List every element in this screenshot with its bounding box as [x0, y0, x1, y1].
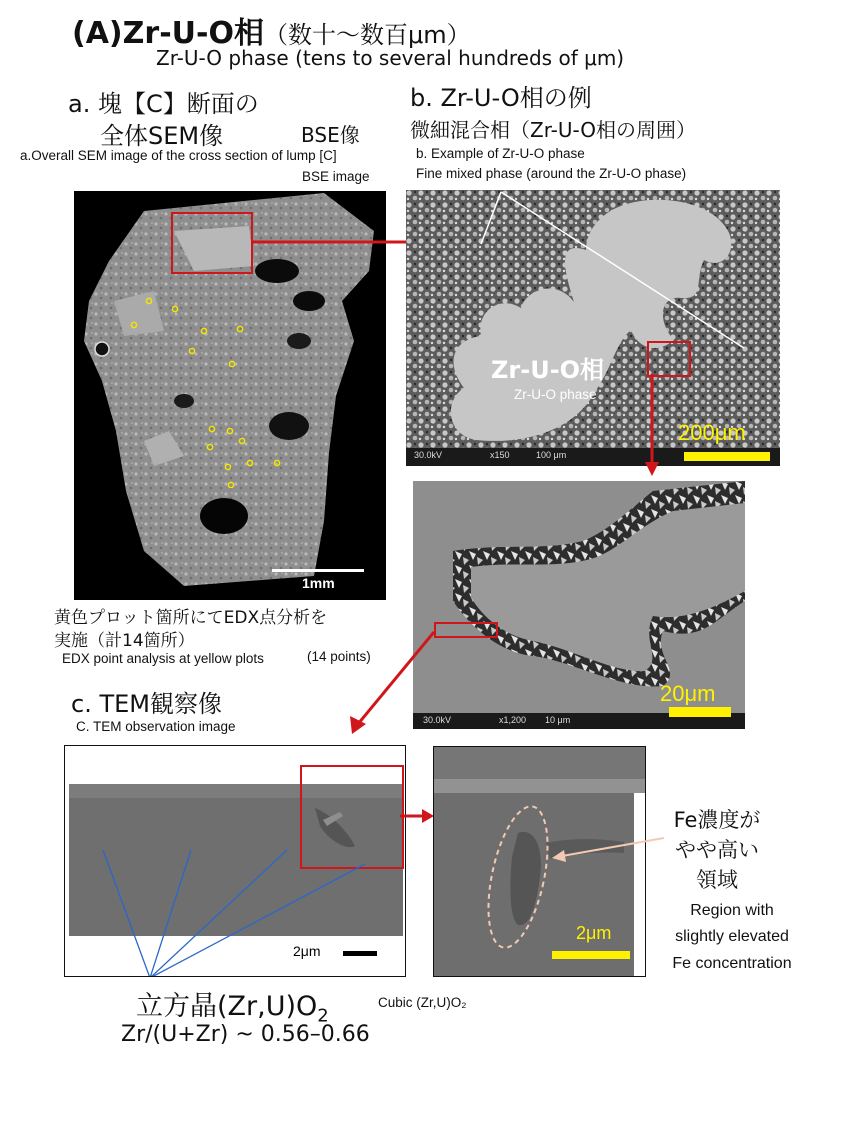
title-paren: （数十～数百μm）	[263, 21, 471, 49]
panel-a-note-jp-2: 実施（計14箇所）	[54, 631, 195, 651]
ratio-label: Zr/(U+Zr) ~ 0.56–0.66	[121, 1022, 370, 1047]
panel-c-heading: c. TEM観察像	[71, 690, 222, 718]
panel-a-note-en: EDX point analysis at yellow plots	[62, 651, 264, 666]
panel-b2-meta-mag: x1,200	[499, 715, 527, 725]
panel-a-note-en-count: (14 points)	[307, 649, 371, 664]
arrow-b-to-b2	[642, 374, 662, 478]
fe-label-jp-1: Fe濃度が	[673, 808, 761, 832]
panel-b-phase-label-jp: Zr-U-O相	[491, 356, 605, 384]
panel-a-caption: a.Overall SEM image of the cross section of lump [C]	[20, 148, 337, 163]
panel-a-heading-2: 全体SEM像	[100, 122, 224, 150]
panel-b-meta-kv: 30.0kV	[414, 450, 443, 460]
panel-c-zoom-scale-label: 2μm	[576, 923, 612, 943]
panel-b-meta-bar: 100 μm	[536, 450, 567, 460]
fe-label-jp-2: やや高い	[675, 838, 759, 862]
cubic-label-jp-sub: 2	[317, 1005, 329, 1027]
panel-b-meta-mag: x150	[490, 450, 510, 460]
panel-b-caption-1: b. Example of Zr-U-O phase	[416, 146, 585, 161]
title-main: (A)Zr-U-O相	[72, 16, 264, 51]
panel-b-heading-2: 微細混合相（Zr-U-O相の周囲）	[410, 118, 697, 142]
cubic-label-jp-main: 立方晶(Zr,U)O	[136, 991, 318, 1022]
fe-label-en-3: Fe concentration	[672, 955, 792, 972]
panel-a-scale-label: 1mm	[302, 575, 335, 591]
title-english: Zr-U-O phase (tens to several hundreds of μm)	[156, 46, 625, 70]
panel-b-phase-label-en: Zr-U-O phase	[514, 387, 597, 402]
panel-b-caption-2: Fine mixed phase (around the Zr-U-O phase)	[416, 166, 687, 181]
panel-a-note-jp-1: 黄色プロット箇所にてEDX点分析を	[54, 608, 328, 628]
cubic-label-jp	[136, 984, 329, 1026]
panel-a-bse-jp: BSE像	[301, 123, 360, 147]
panel-a-heading-1: a. 塊【C】断面の	[68, 90, 259, 118]
panel-c-scale-label: 2μm	[293, 943, 321, 959]
panel-b2-scale-label: 20μm	[660, 681, 716, 706]
panel-c-caption: C. TEM observation image	[76, 719, 236, 734]
fe-label-en-2: slightly elevated	[675, 928, 789, 945]
panel-c-tem-image	[64, 745, 406, 977]
fe-label-en-1: Region with	[690, 902, 774, 919]
panel-a-sem-image	[74, 191, 386, 600]
panel-b2-meta-kv: 30.0kV	[423, 715, 452, 725]
fe-label-jp-3: 領域	[696, 868, 738, 892]
panel-b2-sem-image	[413, 481, 745, 729]
arrow-a-to-b	[252, 232, 422, 252]
panel-b-sem-image	[406, 190, 780, 466]
panel-b-scale-label: 200μm	[678, 420, 746, 445]
panel-b-heading-1: b. Zr-U-O相の例	[410, 84, 592, 112]
arrow-b2-to-c	[342, 628, 442, 738]
panel-b2-meta-bar: 10 μm	[545, 715, 571, 725]
fe-arrow	[548, 834, 668, 864]
arrow-c-to-zoom	[400, 806, 436, 826]
panel-a-bse-en: BSE image	[302, 169, 370, 184]
cubic-label-en: Cubic (Zr,U)O₂	[378, 995, 467, 1010]
